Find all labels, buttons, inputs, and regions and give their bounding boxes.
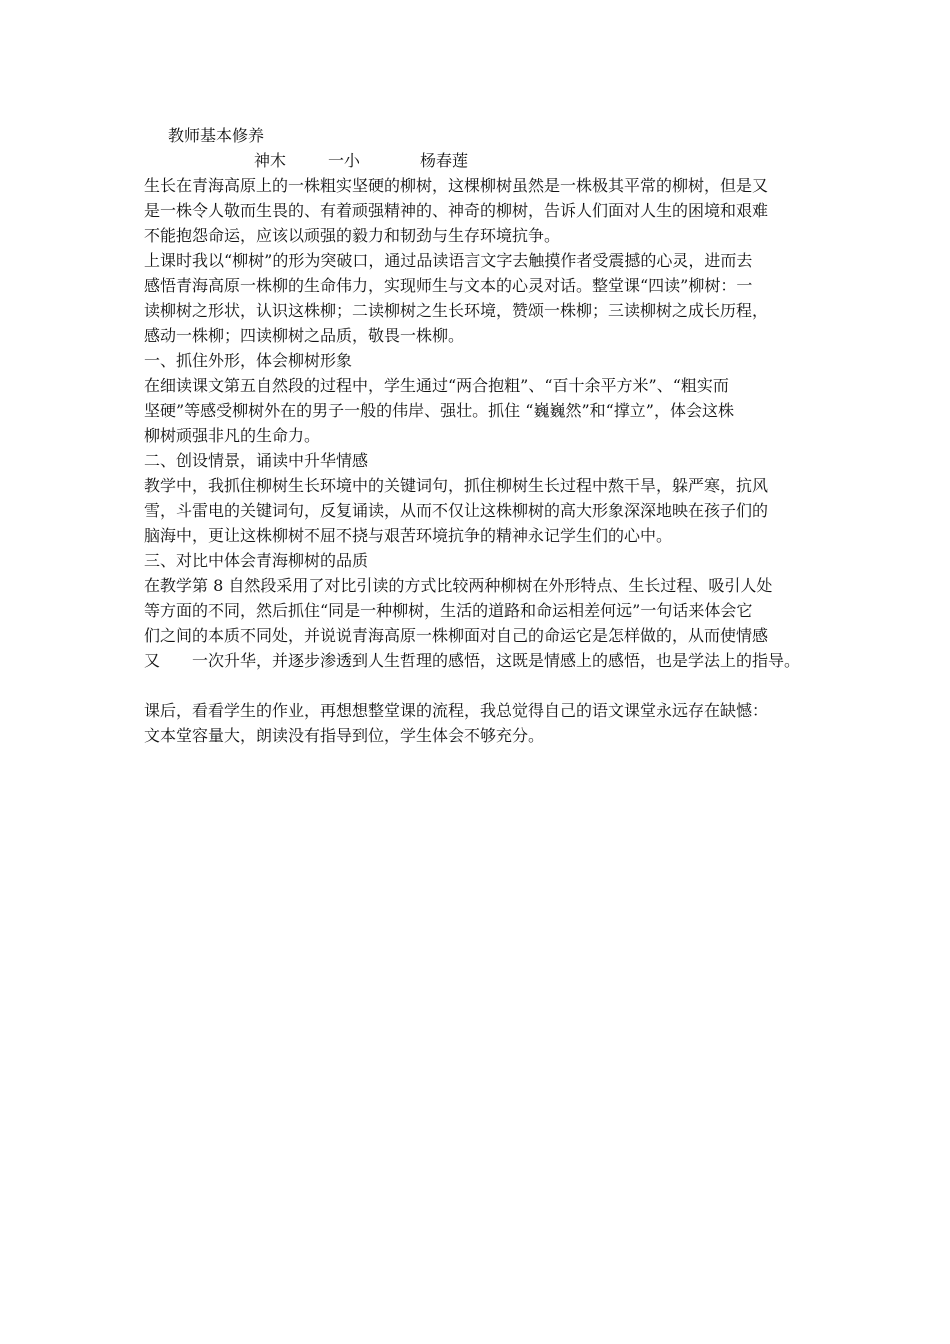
paragraph-intro xyxy=(144,173,824,248)
document-page xyxy=(144,123,824,748)
text-line: 读柳树之形状，认识这株柳；二读柳树之生长环境，赞颂一株柳；三读柳树之成长历程， xyxy=(144,301,769,320)
document-title: 教师基本修养 xyxy=(168,126,265,145)
text-line: 等方面的不同，然后抓住“同是一种柳树，生活的道路和命运相差何远”一句话来体会它 xyxy=(144,601,753,620)
text-line: 在细读课文第五自然段的过程中，学生通过“两合抱粗”、“百十余平方米”、“粗实而 xyxy=(144,376,729,395)
text-line: 感悟青海高原一株柳的生命伟力，实现师生与文本的心灵对话。整堂课“四读”柳树：一 xyxy=(144,276,753,295)
section-heading-3: 三、对比中体会青海柳树的品质 xyxy=(144,551,369,570)
byline-author: 杨春莲 xyxy=(420,151,469,170)
paragraph-section-3 xyxy=(144,573,824,673)
text-line: 课后，看看学生的作业，再想想整堂课的流程，我总觉得自己的语文课堂永远存在缺憾： xyxy=(144,701,769,720)
section-heading-1: 一、抓住外形，体会柳树形象 xyxy=(144,351,353,370)
text-line: 们之间的本质不同处，并说说青海高原一株柳面对自己的命运它是怎样做的，从而使情感 xyxy=(144,626,769,645)
text-line: 文本堂容量大，朗读没有指导到位，学生体会不够充分。 xyxy=(144,726,545,745)
text-line: 感动一株柳；四读柳树之品质，敬畏一株柳。 xyxy=(144,326,465,345)
section-heading-2: 二、创设情景，诵读中升华情感 xyxy=(144,451,369,470)
paragraph-method xyxy=(144,248,824,348)
text-line: 生长在青海高原上的一株粗实坚硬的柳树，这棵柳树虽然是一株极其平常的柳树，但是又 xyxy=(144,176,769,195)
blank-line xyxy=(144,673,824,698)
text-line: 雪，斗雷电的关键词句，反复诵读，从而不仅让这株柳树的高大形象深深地映在孩子们的 xyxy=(144,501,769,520)
paragraph-section-2 xyxy=(144,473,824,548)
text-line: 在教学第 8 自然段采用了对比引读的方式比较两种柳树在外形特点、生长过程、吸引人处 xyxy=(144,576,773,595)
text-line: 坚硬”等感受柳树外在的男子一般的伟岸、强壮。抓住 “巍巍然”和“撑立”，体会这株 xyxy=(144,401,734,420)
text-line: 柳树顽强非凡的生命力。 xyxy=(144,426,321,445)
text-line: 脑海中，更让这株柳树不屈不挠与艰苦环境抗争的精神永记学生们的心中。 xyxy=(144,526,673,545)
byline-county: 神木 xyxy=(254,151,287,170)
text-line: 是一株令人敬而生畏的、有着顽强精神的、神奇的柳树，告诉人们面对人生的困境和艰难 xyxy=(144,201,769,220)
text-line: 上课时我以“柳树”的形为突破口，通过品读语言文字去触摸作者受震撼的心灵，进而去 xyxy=(144,251,753,270)
paragraph-section-1 xyxy=(144,373,824,448)
text-line: 教学中，我抓住柳树生长环境中的关键词句，抓住柳树生长过程中熬干旱，躲严寒，抗风 xyxy=(144,476,769,495)
document-byline xyxy=(144,148,824,173)
byline-school: 一小 xyxy=(328,151,361,170)
text-line: 不能抱怨命运，应该以顽强的毅力和韧劲与生存环境抗争。 xyxy=(144,226,561,245)
paragraph-closing xyxy=(144,698,824,748)
text-line: 又 一次升华，并逐步渗透到人生哲理的感悟，这既是情感上的感悟，也是学法上的指导。 xyxy=(144,651,801,670)
